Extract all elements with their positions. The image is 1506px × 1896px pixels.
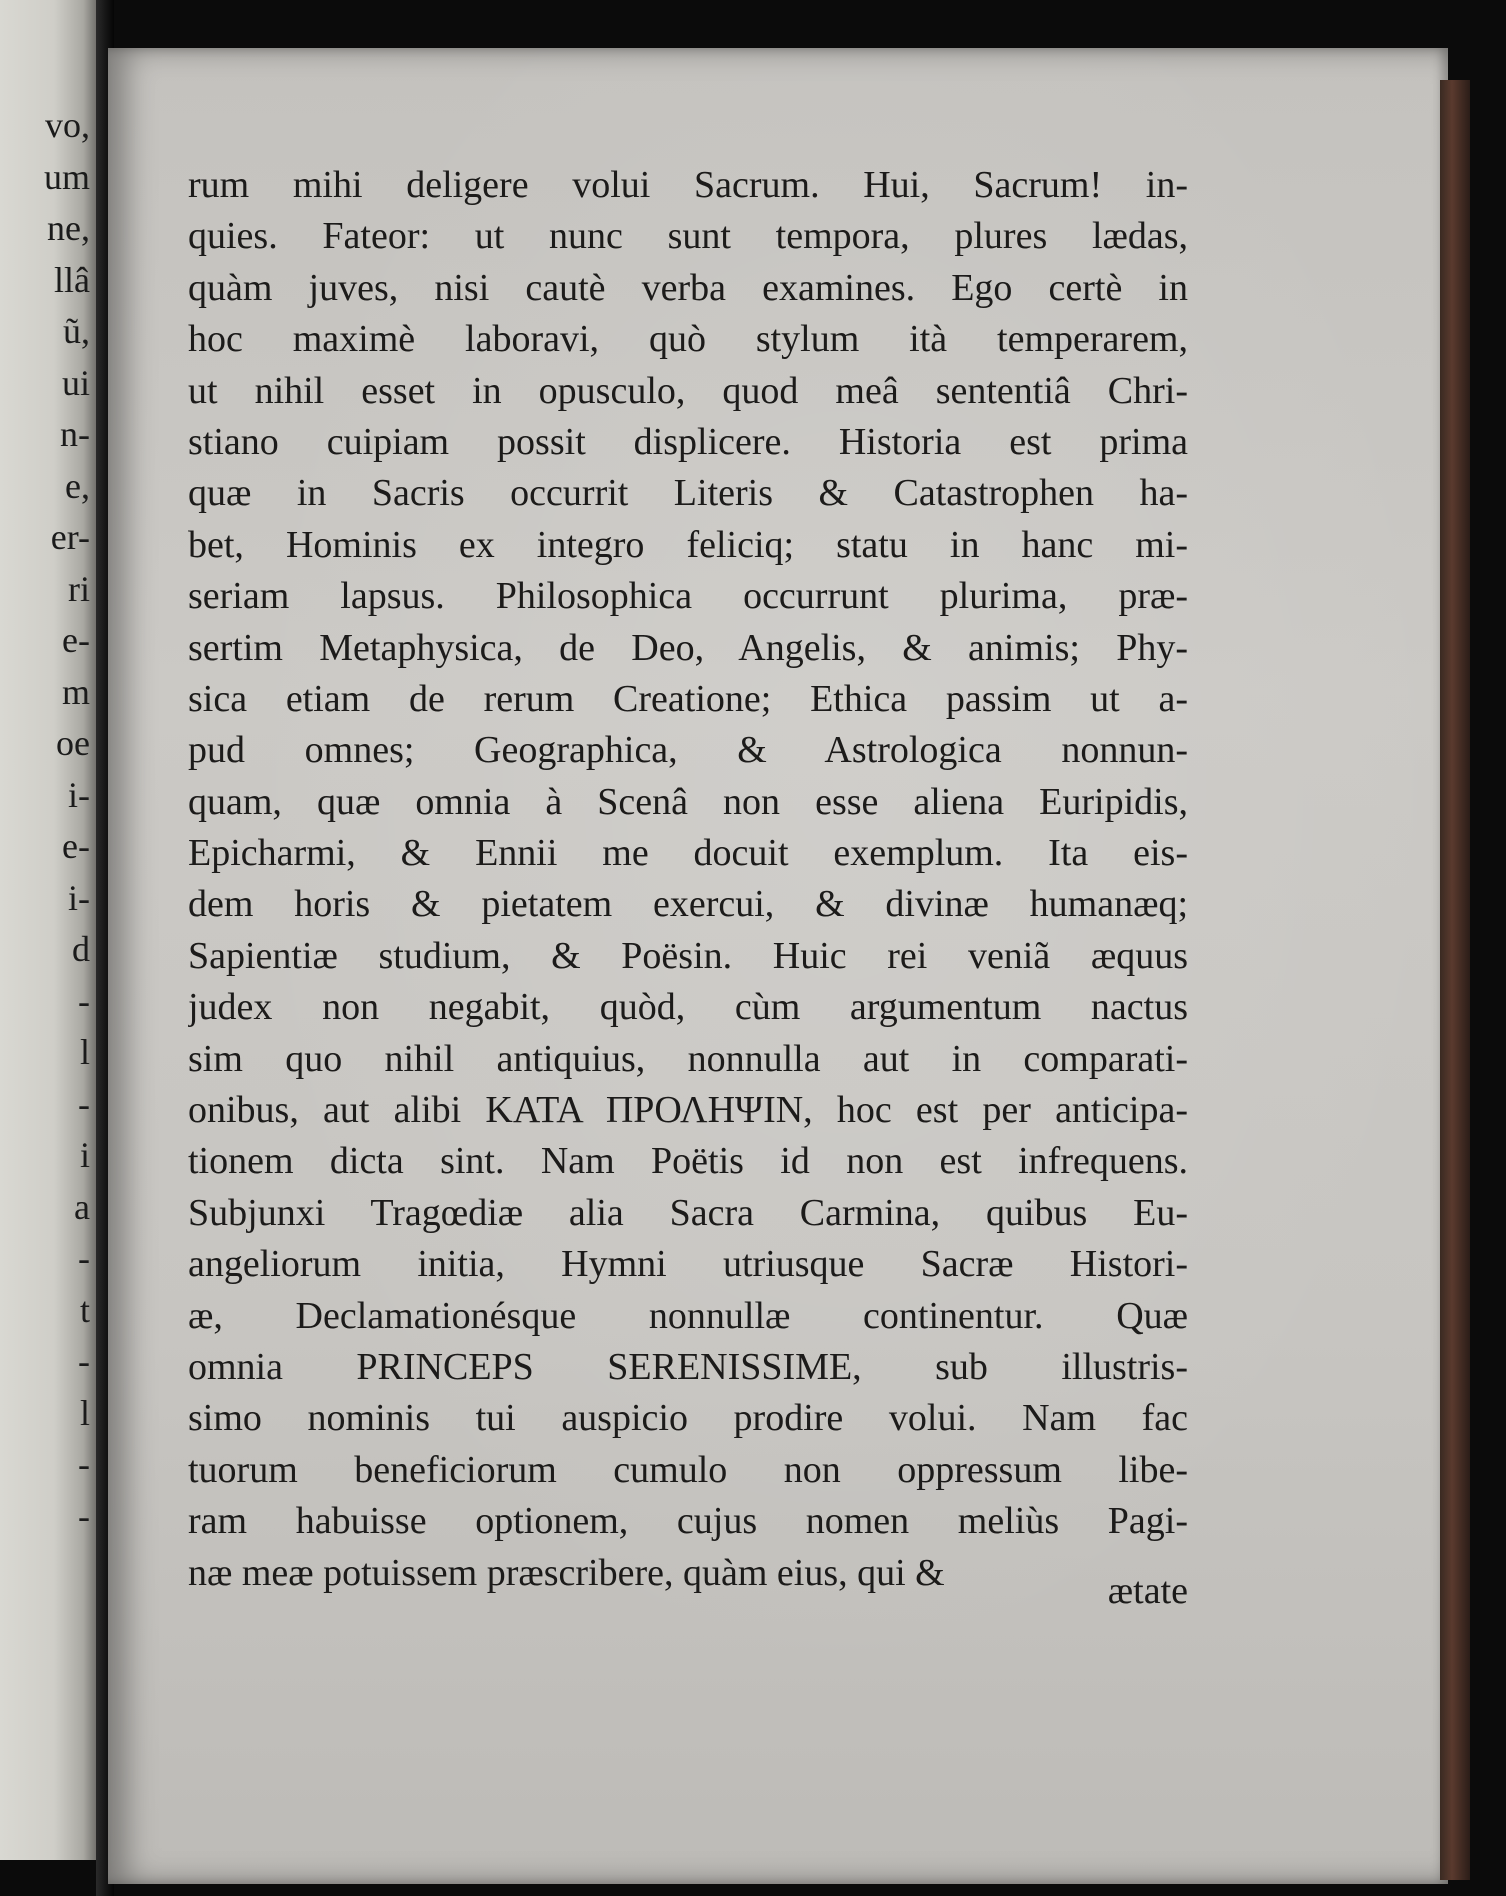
text-line: hoc maximè laboravi, quò stylum ità temperarem, <box>188 318 1188 361</box>
left-page-line: l <box>79 1392 90 1433</box>
text-line: ut nihil esset in opusculo, quod meâ sententiâ Chri- <box>188 369 1188 412</box>
text-line: Sapientiæ studium, & Poësin. Huic rei veniã æquus <box>188 934 1188 977</box>
left-page-line: - <box>78 1495 90 1536</box>
left-page-line: vo, <box>45 105 90 145</box>
left-page-line: oe <box>56 723 90 763</box>
text-line: rum mihi deligere volui Sacrum. Hui, Sacrum! in- <box>188 164 1188 206</box>
text-line: næ meæ potuissem præscribere, quàm eius, qui & <box>188 1551 945 1594</box>
left-page-text <box>0 100 98 1542</box>
left-page-line: l <box>79 1032 90 1072</box>
left-page-line: - <box>78 1341 90 1381</box>
left-page-line: - <box>78 1444 90 1484</box>
text-line: simo nominis tui auspicio prodire volui. Nam fac <box>188 1397 1188 1440</box>
text-line: quæ in Sacris occurrit Literis & Catastrophen ha- <box>188 472 1188 515</box>
left-page-line: ri <box>68 568 90 609</box>
left-page-line: er- <box>50 517 90 557</box>
text-line: tionem dicta sint. Nam Poëtis id non est infrequens. <box>188 1140 1188 1183</box>
text-line: dem horis & pietatem exercui, & divinæ humanæq; <box>188 883 1188 926</box>
text-line: tuorum beneficiorum cumulo non oppressum libe- <box>188 1448 1188 1491</box>
text-line: sim quo nihil antiquius, nonnulla aut in comparati- <box>188 1037 1188 1080</box>
left-facing-page <box>0 0 98 1860</box>
text-line: Subjunxi Tragœdiæ alia Sacra Carmina, quibus Eu- <box>188 1191 1188 1234</box>
page-text-block <box>188 160 1188 1599</box>
text-line: quàm juves, nisi cautè verba examines. Ego certè in <box>188 266 1188 309</box>
left-page-line: ui <box>61 362 90 403</box>
left-page-line: n- <box>60 414 90 454</box>
text-line: stiano cuipiam possit displicere. Historia est prima <box>188 420 1188 463</box>
text-line: pud omnes; Geographica, & Astrologica nonnun- <box>188 729 1188 772</box>
text-line: judex non negabit, quòd, cùm argumentum nactus <box>188 986 1188 1029</box>
left-page-line: um <box>43 156 90 197</box>
left-page-line: ne, <box>47 208 90 248</box>
text-line: ram habuisse optionem, cujus nomen meliùs Pagi- <box>188 1500 1188 1543</box>
text-line: sertim Metaphysica, de Deo, Angelis, & animis; Phy- <box>188 626 1188 669</box>
text-line: angeliorum initia, Hymni utriusque Sacræ Histori- <box>188 1243 1188 1286</box>
book-edge <box>1440 80 1470 1880</box>
left-page-line: t <box>79 1289 90 1330</box>
book-page <box>108 48 1448 1884</box>
left-page-line: llâ <box>54 259 90 300</box>
left-page-line: a <box>74 1186 90 1227</box>
text-line: Epicharmi, & Ennii me docuit exemplum. Ita eis- <box>188 832 1188 875</box>
text-line: æ, Declamationésque nonnullæ continentur. Quæ <box>188 1294 1188 1337</box>
text-line: seriam lapsus. Philosophica occurrunt plurima, præ- <box>188 575 1188 618</box>
text-line: quam, quæ omnia à Scenâ non esse aliena Euripidis, <box>188 780 1188 823</box>
left-page-line: i- <box>68 774 90 815</box>
left-page-line: i- <box>68 877 90 918</box>
text-line: bet, Hominis ex integro feliciq; statu in hanc mi- <box>188 523 1188 566</box>
catchword: ætate <box>1107 1570 1188 1612</box>
left-page-line: m <box>61 671 90 712</box>
text-line: quies. Fateor: ut nunc sunt tempora, plures lædas, <box>188 215 1188 258</box>
left-page-line: i <box>79 1135 90 1175</box>
left-page-line: e, <box>65 465 90 506</box>
left-page-line: ũ, <box>63 311 90 351</box>
left-page-line: - <box>78 1083 90 1124</box>
left-page-line: e- <box>62 620 90 660</box>
text-line: onibus, aut alibi ΚΑΤΑ ΠΡΟΛΗΨΙΝ, hoc est per anticipa- <box>188 1089 1188 1132</box>
text-line: sica etiam de rerum Creatione; Ethica passim ut a- <box>188 677 1188 720</box>
text-line: omnia PRINCEPS SERENISSIME, sub illustris- <box>188 1345 1188 1388</box>
left-page-line: - <box>78 980 90 1021</box>
left-page-line: d <box>72 929 90 969</box>
left-page-line: - <box>78 1238 90 1278</box>
left-page-line: e- <box>62 826 90 866</box>
